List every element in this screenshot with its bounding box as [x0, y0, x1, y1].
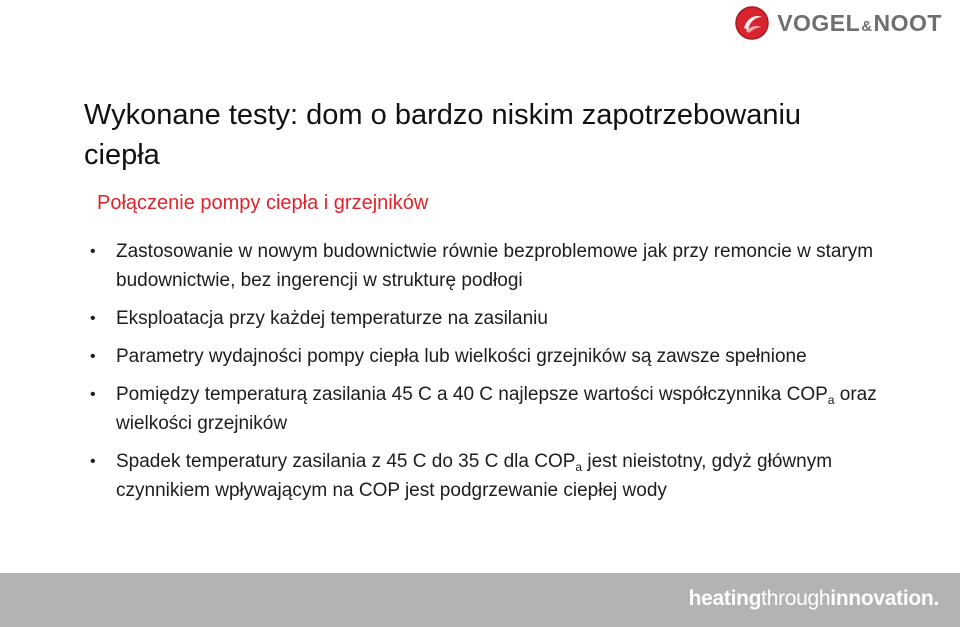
- bullet-marker: •: [90, 348, 96, 365]
- bullet-text-after: jest nieistotny, gdyż głównym czynnikiem wpływającym na COP jest podgrzewanie ciepłej wody: [116, 451, 833, 501]
- bullet-marker: •: [90, 386, 96, 403]
- tagline-part-through: through: [761, 587, 831, 610]
- bullet-item: [90, 342, 930, 371]
- tagline-part-heating: heating: [688, 587, 762, 610]
- bullet-text: Eksploatacja przy każdej temperaturze na zasilaniu: [116, 308, 548, 329]
- bullet-text: Zastosowanie w nowym budownictwie równie bezproblemowe jak przy remoncie w starym budownictwie, bez ingerencji w strukturę podłogi: [116, 241, 874, 291]
- subscript: a: [575, 460, 583, 474]
- bullet-marker: •: [90, 453, 96, 470]
- bullet-text: Parametry wydajności pompy ciepła lub wielkości grzejników są zawsze spełnione: [116, 346, 807, 367]
- brand-wordmark-part1: VOGEL: [777, 9, 861, 36]
- bullet-item: [90, 380, 930, 438]
- vogel-noot-logo-mark-icon: [735, 6, 769, 40]
- bullet-list: [90, 237, 930, 514]
- bullet-text-before: Spadek temperatury zasilania z 45 C do 35 C dla COP: [116, 451, 576, 472]
- bullet-text: [116, 451, 832, 501]
- tagline-part-innovation: innovation.: [830, 587, 939, 610]
- bullet-item: [90, 447, 930, 505]
- slide-subtitle: Połączenie pompy ciepła i grzejników: [97, 192, 429, 214]
- brand-wordmark-ampersand: &: [861, 17, 873, 35]
- subscript: a: [827, 393, 835, 407]
- bullet-item: [90, 304, 930, 333]
- footer-tagline: [689, 587, 939, 611]
- bullet-marker: •: [90, 243, 96, 260]
- brand-wordmark-part2: NOOT: [873, 9, 942, 36]
- footer-band: [0, 573, 960, 627]
- brand-logo: [735, 5, 942, 41]
- brand-wordmark: [777, 10, 942, 37]
- bullet-item: [90, 237, 930, 295]
- bullet-text-before: Pomiędzy temperaturą zasilania 45 C a 40 C najlepsze wartości współczynnika COP: [116, 384, 828, 405]
- bullet-text-after: oraz wielkości grzejników: [116, 384, 877, 434]
- bullet-text: [116, 384, 877, 434]
- slide-title: Wykonane testy: dom o bardzo niskim zapotrzebowaniu ciepła: [84, 99, 802, 171]
- bullet-marker: •: [90, 310, 96, 327]
